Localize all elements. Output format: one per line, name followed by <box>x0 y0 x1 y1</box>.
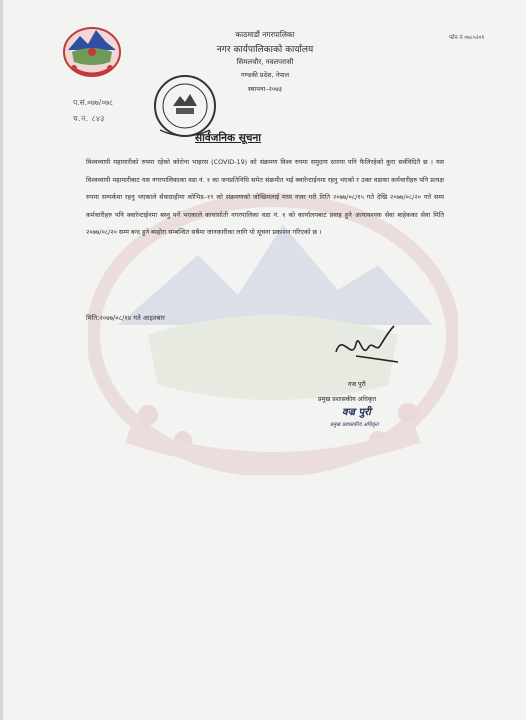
name-stamp <box>322 404 417 434</box>
header-address: सिमलचौर, नवलपरासी <box>236 58 294 66</box>
header-phone: फोन नं ०७८५२०१ <box>449 35 485 41</box>
signatory-name: वज्र पुरी <box>348 381 366 388</box>
handwritten-signature <box>332 322 402 372</box>
page-edge <box>0 0 3 720</box>
dispatch-number: च.न. ८४३ <box>73 114 105 123</box>
reference-number: प.सं.०७७/०७८ <box>73 98 114 107</box>
notice-date: मिति:२०७७/०८/१४ गते आइतबार <box>86 314 165 322</box>
stamp-name: वज्र पुरी <box>342 407 371 418</box>
notice-title: सार्वजनिक सूचना <box>195 132 262 144</box>
header-established: स्थापना–२०७३ <box>248 85 282 93</box>
header-office: नगर कार्यपालिकाको कार्यालय <box>216 45 314 55</box>
header-municipality: काठमाडौं नगरपालिका <box>235 30 295 39</box>
government-emblem-icon <box>62 22 122 78</box>
notice-body: विश्वव्यापी महामारीको रुपमा रहेको कोरोना भाइरस (COVID-19) को संक्रमण विश्व रुपमा समुदाय स्तरमा पनि फैलिरहेको कुरा सर्वविदितै छ । यस विश्वव्यापी महामारीबाट यस नगरपालिकाका वडा नं. १ का जनप्रतिनिधि समेत संक्रमीत भई क्वारेन्टाईनमा रहनु भएको र उक्त वडाका कर्मचारीहरु पनि प्रत्यक्ष रुपमा सम्पर्कमा रहनु भएकाले सेवाग्राहीमा कोभिड–१९ को संक्रमणको जोखिमलाई मध्य नजर गरी मिति २०७७/०८/१५ गते देखि २०७७/०८/२० गते सम्म कर्मचारीहरु पनि क्वारेन्टाईनमा बस्नु पर्ने भएकाले कावासोती नगरपालिका वडा नं. १ को कार्यालयबाट प्रवाह हुने अत्यावश्यक सेवा बाहेकका सेवा मिति २०७७/०८/२० सम्म बन्द हुने ब्यहोरा सम्बन्धित सबैमा जानकारीका लागि यो सूचना प्रकाशन गरिएको छ । <box>86 158 444 236</box>
header-province: गण्डकी प्रदेश, नेपाल <box>240 71 290 79</box>
signatory-designation: प्रमुख प्रशासकीय अधिकृत <box>318 396 377 403</box>
stamp-designation: प्रमुख प्रशासकीय अधिकृत <box>330 422 379 428</box>
